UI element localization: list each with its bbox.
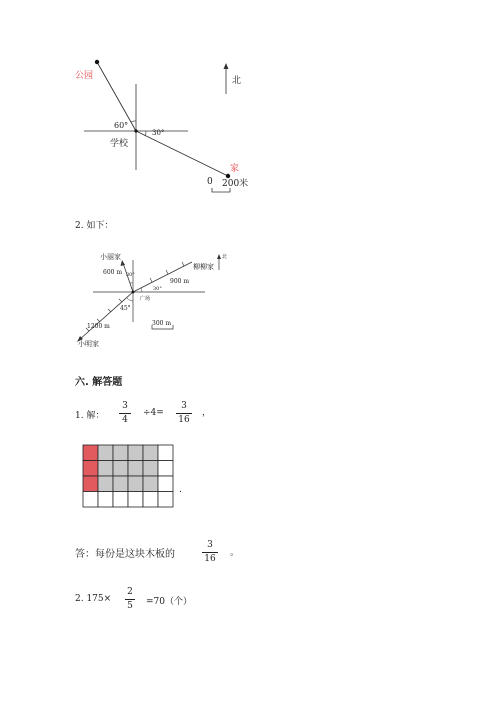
map1-scale-value: 200米 [222, 179, 249, 189]
fraction-grid [82, 444, 174, 508]
q1-fraction-1 [119, 401, 131, 426]
grid-cell [128, 476, 143, 492]
q1-prefix: 1. 解： [75, 411, 105, 421]
grid-dot: . [179, 485, 182, 495]
grid-cell [143, 461, 158, 477]
map1-school-point [134, 129, 137, 132]
grid-cell [158, 492, 173, 508]
q1-frac2-numerator: 3 [181, 401, 187, 411]
q2-result: =70（个） [146, 597, 192, 607]
grid-cell [158, 476, 173, 492]
map1-park-label: 公园 [75, 71, 94, 81]
answer-fraction [202, 540, 218, 565]
map2-xiaoli-label: 小丽家 [100, 253, 121, 261]
q2-frac-denominator: 5 [127, 601, 133, 611]
q1-frac2-denominator: 16 [178, 415, 190, 425]
grid-cell [83, 461, 98, 477]
grid-cell [158, 445, 173, 461]
map1-home-label: 家 [230, 164, 240, 174]
q1-fraction-2 [176, 401, 192, 426]
map2-angle-45: 45° [120, 305, 131, 312]
map2-angle-arc-liulu [141, 288, 142, 292]
map2-angle-arc-xiaoming [127, 298, 133, 301]
grid-cell [98, 445, 113, 461]
grid-cell [98, 476, 113, 492]
q1-frac1-denominator: 4 [122, 415, 128, 425]
q1-operator: ÷4= [143, 408, 164, 418]
map1-scale-zero: 0 [207, 177, 213, 187]
map2-north-label: 北 [222, 254, 228, 260]
map2-scale-value: 300 m [152, 320, 172, 327]
grid-cell [128, 492, 143, 508]
map2-diagram [0, 240, 500, 360]
grid-cell [113, 476, 128, 492]
answer-frac-denominator: 16 [204, 554, 216, 564]
grid-cell [113, 445, 128, 461]
map1-angle-60: 60° [114, 121, 129, 130]
map2-line-to-liulu [133, 262, 192, 292]
q2-prefix: 2. 175× [75, 594, 112, 604]
map1-north-arrowhead [224, 63, 229, 69]
grid-cell [83, 476, 98, 492]
grid-cell [98, 492, 113, 508]
map1-line-to-home [136, 131, 228, 176]
map2-item-label: 2. 如下： [75, 221, 114, 231]
grid-cell [128, 461, 143, 477]
map1-angle-30: 30° [152, 129, 165, 137]
map1-angle-arc-30 [145, 131, 146, 136]
map2-dist-1200: 1200 m [87, 323, 110, 330]
section6-heading: 六. 解答题 [75, 377, 123, 388]
grid-cell [113, 461, 128, 477]
grid-cell [128, 445, 143, 461]
map2-square-label: 广场 [140, 296, 151, 302]
map1-school-label: 学校 [110, 139, 129, 149]
grid-cell [143, 476, 158, 492]
q2-fraction [125, 587, 135, 612]
map1-angle-arc-60 [131, 121, 136, 122]
q1-frac1-numerator: 3 [122, 401, 128, 411]
q2-frac-numerator: 2 [127, 587, 133, 597]
map2-dist-600: 600 m [103, 269, 123, 276]
grid-cell [143, 492, 158, 508]
grid-cell [158, 461, 173, 477]
map2-xiaoming-label: 小明家 [78, 340, 99, 348]
map2-liulu-label: 柳柳家 [193, 263, 214, 271]
map2-xiaoli-arrowhead [121, 260, 126, 266]
map2-dist-900: 900 m [170, 278, 190, 285]
map2-angle-30a: 30° [126, 272, 135, 278]
map2-line-to-xiaoming [79, 292, 133, 340]
map2-angle-30b: 30° [153, 286, 162, 292]
grid-cell [113, 492, 128, 508]
q1-comma: ， [202, 408, 212, 418]
map1-park-point [95, 60, 99, 64]
answer-end: 。 [230, 548, 240, 558]
grid-cell [143, 445, 158, 461]
grid-cell [83, 445, 98, 461]
map1-north-label: 北 [232, 76, 242, 86]
grid-cell [98, 461, 113, 477]
map1-diagram [0, 0, 500, 200]
map2-square-point [132, 291, 135, 294]
answer-frac-numerator: 3 [207, 540, 213, 550]
answer-text: 答：每份是这块木板的 [75, 549, 175, 560]
grid-cell [83, 492, 98, 508]
map2-north-arrowhead [217, 254, 221, 259]
